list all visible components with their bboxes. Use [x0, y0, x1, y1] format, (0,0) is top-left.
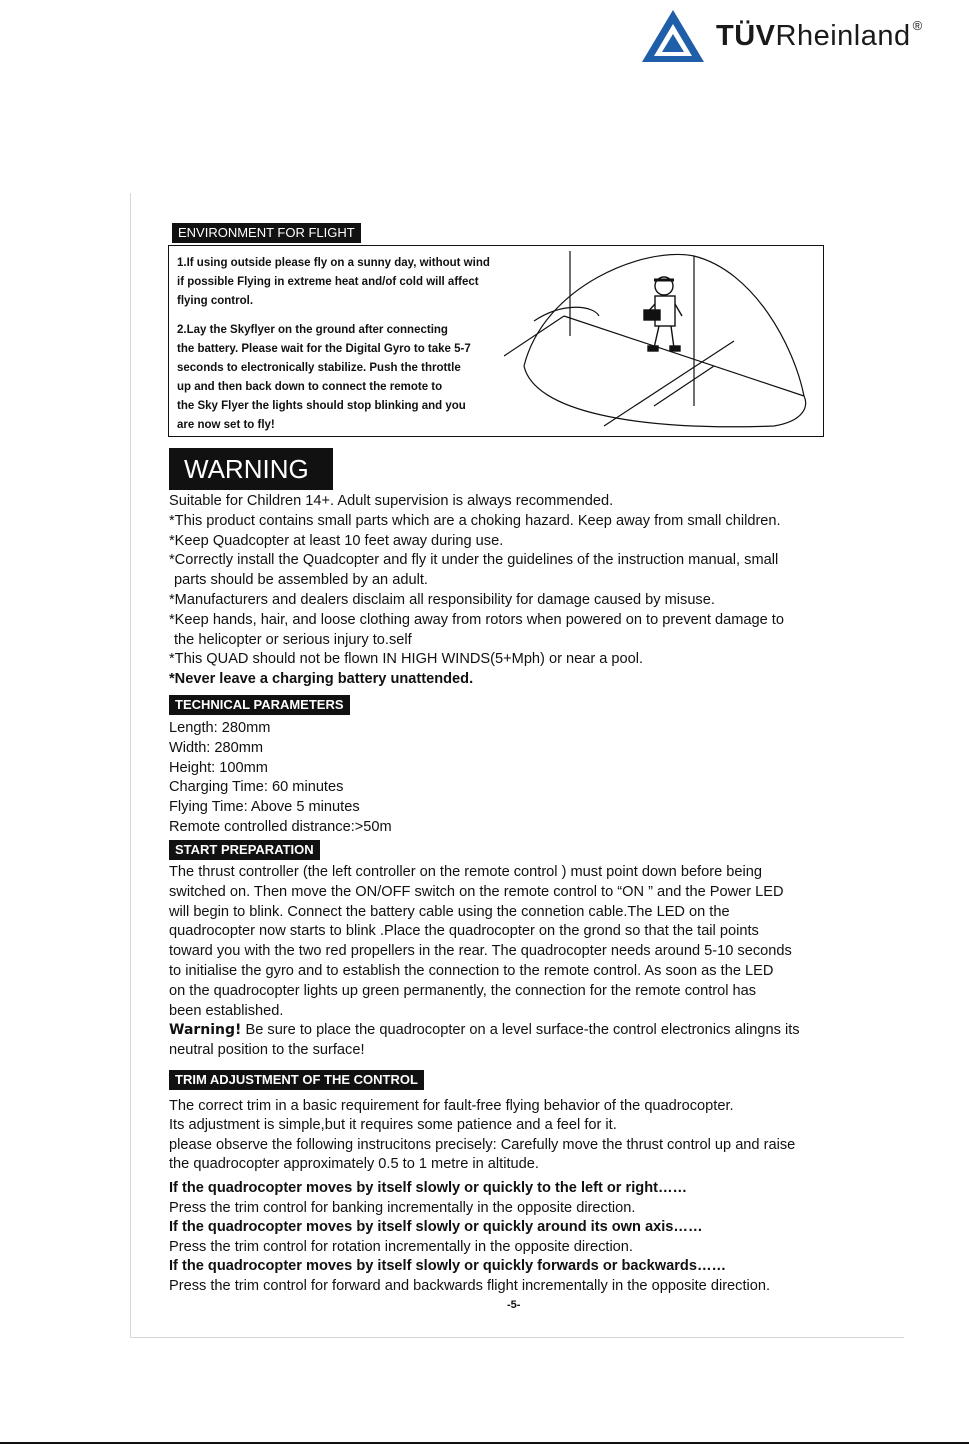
warning-line: Suitable for Children 14+. Adult supervision is always recommended. — [169, 493, 614, 509]
technical-heading: TECHNICAL PARAMETERS — [169, 695, 350, 715]
text-line: are now set to fly! — [177, 419, 275, 431]
start-line: to initialise the gyro and to establish the connection to the remote control. As soon as the LED — [169, 962, 774, 979]
spec-line: Charging Time: 60 minutes — [169, 779, 344, 796]
warning-line: *This product contains small parts which are a choking hazard. Keep away from small children. — [169, 512, 781, 529]
page-number: -5- — [507, 1299, 521, 1311]
spec-line: Height: 100mm — [169, 759, 268, 776]
warning-line: the helicopter or serious injury to.self — [174, 631, 412, 648]
trim-action: Press the trim control for forward and backwards flight incrementally in the opposite direction. — [169, 1277, 771, 1294]
trim-action: Press the trim control for rotation incrementally in the opposite direction. — [169, 1238, 633, 1255]
text-line: 2.Lay the Skyflyer on the ground after connecting — [177, 324, 448, 336]
technical-text — [169, 719, 869, 838]
warning-text — [169, 492, 869, 690]
registered-mark: ® — [912, 18, 923, 33]
trim-condition: If the quadrocopter moves by itself slowly or quickly around its own axis…… — [169, 1219, 703, 1235]
trim-cases — [169, 1179, 869, 1296]
trim-action: Press the trim control for banking incrementally in the opposite direction. — [169, 1199, 636, 1216]
start-line: been established. — [169, 1002, 284, 1019]
environment-paragraph-1 — [177, 254, 547, 311]
environment-paragraph-2 — [177, 321, 547, 435]
text-line: the battery. Please wait for the Digital Gyro to take 5-7 — [177, 343, 471, 355]
trim-condition: If the quadrocopter moves by itself slowly or quickly to the left or right…… — [169, 1180, 688, 1196]
warning-line: *Manufacturers and dealers disclaim all responsibility for damage caused by misuse. — [169, 591, 715, 608]
spec-line: Length: 280mm — [169, 720, 271, 736]
trim-line: The correct trim in a basic requirement for fault-free flying behavior of the quadrocopter. — [169, 1098, 734, 1114]
text-line: if possible Flying in extreme heat and/of cold will affect — [177, 276, 479, 288]
logo-brand-bold: TÜV — [716, 20, 776, 52]
start-text — [169, 863, 869, 1061]
logo-brand-rest: Rheinland — [775, 20, 911, 52]
start-line: toward you with the two red propellers in the rear. The quadrocopter needs around 5-10 seconds — [169, 943, 792, 960]
pilot-figure — [644, 277, 682, 351]
spec-line: Remote controlled distrance:>50m — [169, 818, 392, 835]
start-line: switched on. Then move the ON/OFF switch on the remote control to “ON ” and the Power LED — [169, 883, 784, 900]
environment-heading: ENVIRONMENT FOR FLIGHT — [172, 223, 361, 243]
start-line: quadrocopter now starts to blink .Place the quadrocopter on the grond so that the tail points — [169, 923, 759, 940]
start-line: on the quadrocopter lights up green permanently, the connection for the remote control has — [169, 982, 757, 999]
warning-line: *This QUAD should not be flown IN HIGH WINDS(5+Mph) or near a pool. — [169, 651, 644, 668]
text-line: seconds to electronically stabilize. Push the throttle — [177, 362, 461, 374]
warning-title: WARNING — [169, 448, 333, 490]
flight-area-illustration — [504, 246, 824, 436]
trim-line: please observe the following instrucitons precisely: Carefully move the thrust control up and raise — [169, 1136, 796, 1153]
start-line: neutral position to the surface! — [169, 1042, 365, 1059]
spec-line: Width: 280mm — [169, 739, 264, 756]
warning-line: parts should be assembled by an adult. — [174, 572, 428, 589]
warning-line-bold: *Never leave a charging battery unattended. — [169, 671, 474, 688]
text-line: flying control. — [177, 295, 254, 307]
text-line: the Sky Flyer the lights should stop blinking and you — [177, 400, 466, 412]
start-line: The thrust controller (the left controller on the remote control ) must point down before being — [169, 864, 762, 880]
warning-line: *Keep hands, hair, and loose clothing away from rotors when powered on to prevent damage to — [169, 611, 784, 628]
tuv-rheinland-logo — [640, 8, 960, 68]
warning-line: *Correctly install the Quadcopter and fly it under the guidelines of the instruction manual, small — [169, 552, 779, 569]
start-warning-line — [169, 1021, 869, 1041]
trim-heading: TRIM ADJUSTMENT OF THE CONTROL — [169, 1070, 424, 1090]
start-warning-rest: Be sure to place the quadrocopter on a level surface-the control electronics alingns its — [241, 1022, 800, 1039]
trim-line: the quadrocopter approximately 0.5 to 1 metre in altitude. — [169, 1155, 539, 1172]
trim-line: Its adjustment is simple,but it requires some patience and a feel for it. — [169, 1117, 617, 1134]
start-warning-label: Warning! — [169, 1022, 242, 1039]
start-heading: START PREPARATION — [169, 840, 320, 860]
start-line: will begin to blink. Connect the battery cable using the connetion cable.The LED on the — [169, 903, 730, 920]
environment-box — [168, 245, 824, 437]
trim-intro — [169, 1097, 869, 1174]
spec-line: Flying Time: Above 5 minutes — [169, 799, 360, 816]
tuv-triangle-icon — [640, 8, 706, 64]
environment-text — [177, 254, 547, 445]
text-line: up and then back down to connect the remote to — [177, 381, 443, 393]
text-line: 1.If using outside please fly on a sunny day, without wind — [177, 257, 490, 269]
trim-condition: If the quadrocopter moves by itself slowly or quickly forwards or backwards…… — [169, 1258, 727, 1274]
warning-line: *Keep Quadcopter at least 10 feet away during use. — [169, 532, 504, 549]
logo-wordmark — [716, 20, 923, 53]
